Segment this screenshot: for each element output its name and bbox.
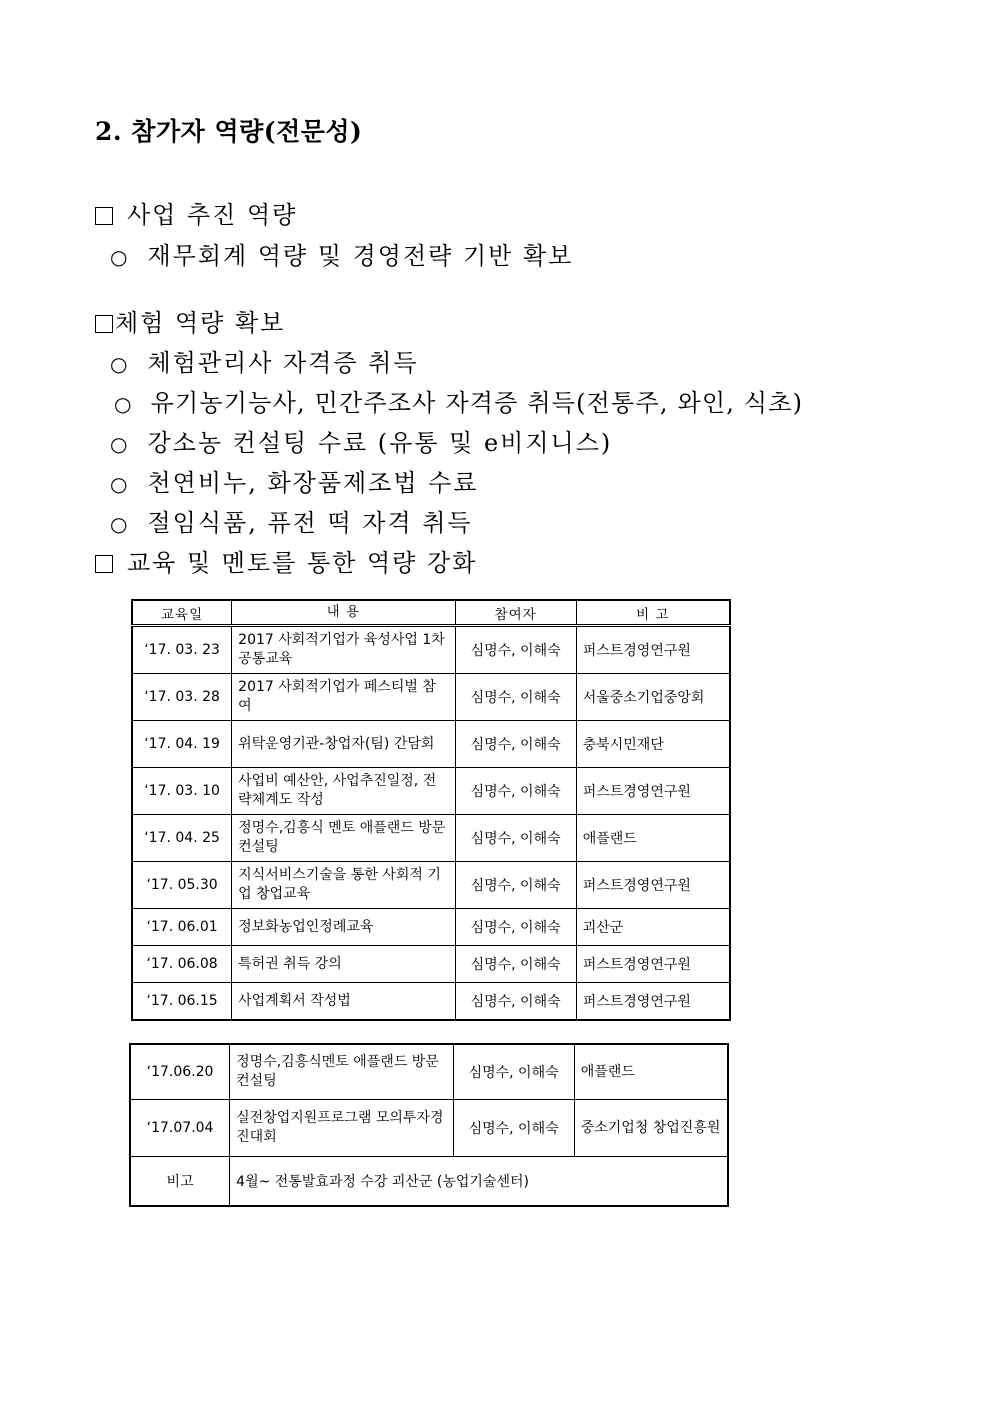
cell-content: 지식서비스기술을 통한 사회적 기업 창업교육 [232,862,455,909]
table-row [132,946,730,983]
list-item: ○ 체험관리사 자격증 취득 [110,349,419,377]
cell-remarks: 퍼스트경영연구원 [576,983,730,1021]
cell-content: 2017 사회적기업가 육성사업 1차 공통교육 [232,626,455,674]
table-note-row [130,1157,728,1207]
checkbox-square-icon [95,315,113,333]
cell-date: ‘17.06.20 [130,1044,230,1100]
table-row [132,721,730,768]
list-item: ○ 유기농기능사, 민간주조사 자격증 취득(전통주, 와인, 식초) [114,389,804,417]
cell-participants: 심명수, 이해숙 [455,721,576,768]
cell-content: 2017 사회적기업가 페스티벌 참여 [232,674,455,721]
cell-date: ‘17. 03. 23 [132,626,232,674]
section-title: 체험 역량 확보 [115,309,286,337]
cell-participants: 심명수, 이해숙 [453,1044,574,1100]
cell-content: 정명수,김흥식멘토 애플랜드 방문 컨설팅 [230,1044,453,1100]
cell-content: 위탁운영기관-창업자(팀) 간담회 [232,721,455,768]
table-row [132,862,730,909]
cell-remarks: 괴산군 [576,909,730,946]
cell-remarks: 서울중소기업중앙회 [576,674,730,721]
cell-content: 정보화농업인정례교육 [232,909,455,946]
section-title: 교육 및 멘토를 통한 역량 강화 [127,549,478,577]
table-row [130,1100,728,1157]
cell-content: 사업비 예산안, 사업추진일정, 전략체계도 작성 [232,768,455,815]
table-row [132,674,730,721]
cell-date: ‘17. 06.08 [132,946,232,983]
section-mentoring [95,543,477,578]
cell-participants: 심명수, 이해숙 [453,1100,574,1157]
section-experience-capacity [95,303,285,338]
note-label: 비고 [130,1157,230,1207]
cell-remarks: 퍼스트경영연구원 [576,862,730,909]
cell-content: 특허권 취득 강의 [232,946,455,983]
list-item: ○ 재무회계 역량 및 경영전략 기반 확보 [110,242,574,270]
list-item: ○ 절임식품, 퓨전 떡 자격 취득 [110,509,473,537]
column-header-content: 내 용 [232,600,455,626]
list-item: ○ 천연비누, 화장품제조법 수료 [110,469,479,497]
column-header-date: 교육일 [132,600,232,626]
list-item: ○ 강소농 컨설팅 수료 (유통 및 e비지니스) [110,429,613,457]
education-table [131,599,731,1021]
column-header-remarks: 비 고 [576,600,730,626]
cell-participants: 심명수, 이해숙 [455,815,576,862]
cell-date: ‘17. 06.15 [132,983,232,1021]
note-text: 4월~ 전통발효과정 수강 괴산군 (농업기술센터) [230,1157,728,1207]
cell-date: ‘17. 05.30 [132,862,232,909]
table-row [132,983,730,1021]
cell-participants: 심명수, 이해숙 [455,862,576,909]
cell-remarks: 퍼스트경영연구원 [576,626,730,674]
table-header-row [132,600,730,626]
section-title: 사업 추진 역량 [127,201,298,229]
checkbox-square-icon [95,207,113,225]
cell-participants: 심명수, 이해숙 [455,983,576,1021]
cell-content: 사업계획서 작성법 [232,983,455,1021]
circle-bullet-icon: ○ [110,352,130,376]
cell-content: 정명수,김흥식 멘토 애플랜드 방문 컨설팅 [232,815,455,862]
cell-remarks: 퍼스트경영연구원 [576,768,730,815]
circle-bullet-icon: ○ [110,245,130,269]
circle-bullet-icon: ○ [114,392,133,416]
cell-participants: 심명수, 이해숙 [455,946,576,983]
table-row [132,815,730,862]
circle-bullet-icon: ○ [110,472,130,496]
cell-remarks: 애플랜드 [576,815,730,862]
column-header-participants: 참여자 [455,600,576,626]
cell-date: ‘17. 06.01 [132,909,232,946]
section-business-capacity [95,195,297,230]
cell-remarks: 중소기업청 창업진흥원 [574,1100,728,1157]
cell-remarks: 충북시민재단 [576,721,730,768]
cell-remarks: 애플랜드 [574,1044,728,1100]
cell-remarks: 퍼스트경영연구원 [576,946,730,983]
cell-content: 실전창업지원프로그램 모의투자경진대회 [230,1100,453,1157]
checkbox-square-icon [95,555,113,573]
section-heading: 2. 참가자 역량(전문성) [95,117,363,146]
circle-bullet-icon: ○ [110,512,130,536]
cell-participants: 심명수, 이해숙 [455,674,576,721]
table-row [130,1044,728,1100]
table-row [132,909,730,946]
circle-bullet-icon: ○ [110,432,130,456]
cell-participants: 심명수, 이해숙 [455,768,576,815]
cell-date: ‘17. 03. 28 [132,674,232,721]
cell-date: ‘17. 04. 19 [132,721,232,768]
cell-date: ‘17. 04. 25 [132,815,232,862]
cell-date: ‘17.07.04 [130,1100,230,1157]
table-row [132,626,730,674]
cell-date: ‘17. 03. 10 [132,768,232,815]
cell-participants: 심명수, 이해숙 [455,626,576,674]
cell-participants: 심명수, 이해숙 [455,909,576,946]
education-table-continued [129,1043,729,1207]
table-row [132,768,730,815]
